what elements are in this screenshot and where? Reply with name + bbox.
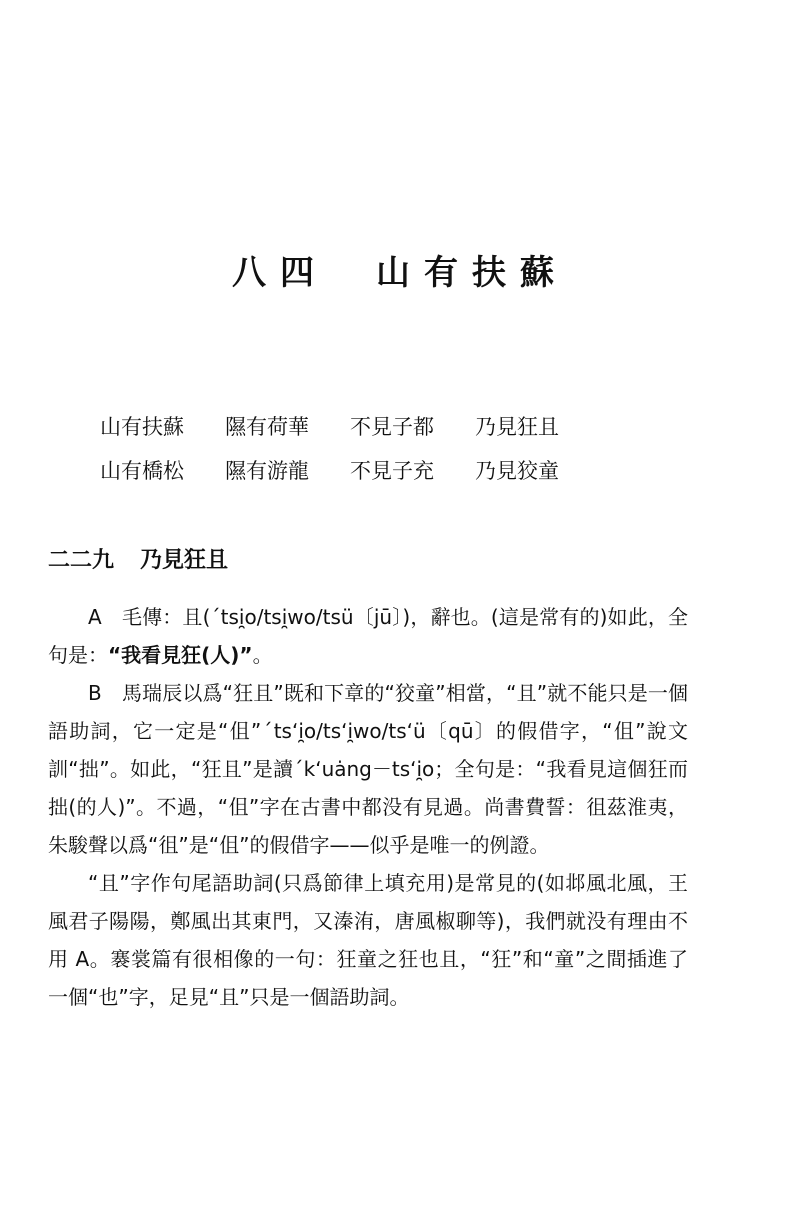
commentary-body xyxy=(48,598,688,1016)
poem-line-1 xyxy=(100,405,600,449)
poem-phrase: 山有橋松 xyxy=(100,459,184,483)
paragraph-conclusion: “且”字作句尾語助詞(只爲節律上填充用)是常見的(如邶風北風，王風君子陽陽，鄭風出其東門，又溱洧，唐風椒聊等)，我們就没有理由不用 A。褰裳篇有很相像的一句：狂童之狂也且，“狂”和“童”之間插進了一個“也”字，足見“且”只是一個語助詞。 xyxy=(48,871,688,1009)
poem-phrase: 乃見狂且 xyxy=(475,415,559,439)
section-number: 二二九 xyxy=(48,548,115,573)
paragraph-a xyxy=(48,598,688,674)
chapter-title: 八四 山有扶蘇 xyxy=(232,253,568,293)
poem-phrase: 隰有荷華 xyxy=(225,415,309,439)
poem-phrase: 隰有游龍 xyxy=(225,459,309,483)
poem-phrase: 不見子充 xyxy=(350,459,434,483)
paragraph-a-emphasis: “我看見狂(人)” xyxy=(108,643,253,667)
poem-phrase: 不見子都 xyxy=(350,415,434,439)
paragraph-a-end: 。 xyxy=(252,643,273,667)
section-heading xyxy=(48,543,228,574)
poem-stanza xyxy=(100,405,600,493)
section-title: 乃見狂且 xyxy=(140,548,229,573)
paragraph-a-text: A 毛傳：且(ˊtsi̯o/tsi̯wo/tsü〔jū〕)，辭也。(這是常有的)如此，全句是： xyxy=(48,605,688,667)
poem-phrase: 乃見狡童 xyxy=(475,459,559,483)
poem-phrase: 山有扶蘇 xyxy=(100,415,184,439)
paragraph-b: B 馬瑞辰以爲“狂且”既和下章的“狡童”相當，“且”就不能只是一個語助詞，它一定是“伹”ˊtsʻi̯o/tsʻi̯wo/tsʻü〔qū〕的假借字，“伹”說文訓“拙”。如此，“狂且”是讀ˊkʻuȧng－tsʻi̯o；全句是：“我看見這個狂而拙(的人)”。不過，“伹”字在古書中都没有見過。尚書費誓：徂茲淮夷，朱駿聲以爲“徂”是“伹”的假借字——似乎是唯一的例證。 xyxy=(48,681,688,857)
poem-line-2 xyxy=(100,449,600,493)
